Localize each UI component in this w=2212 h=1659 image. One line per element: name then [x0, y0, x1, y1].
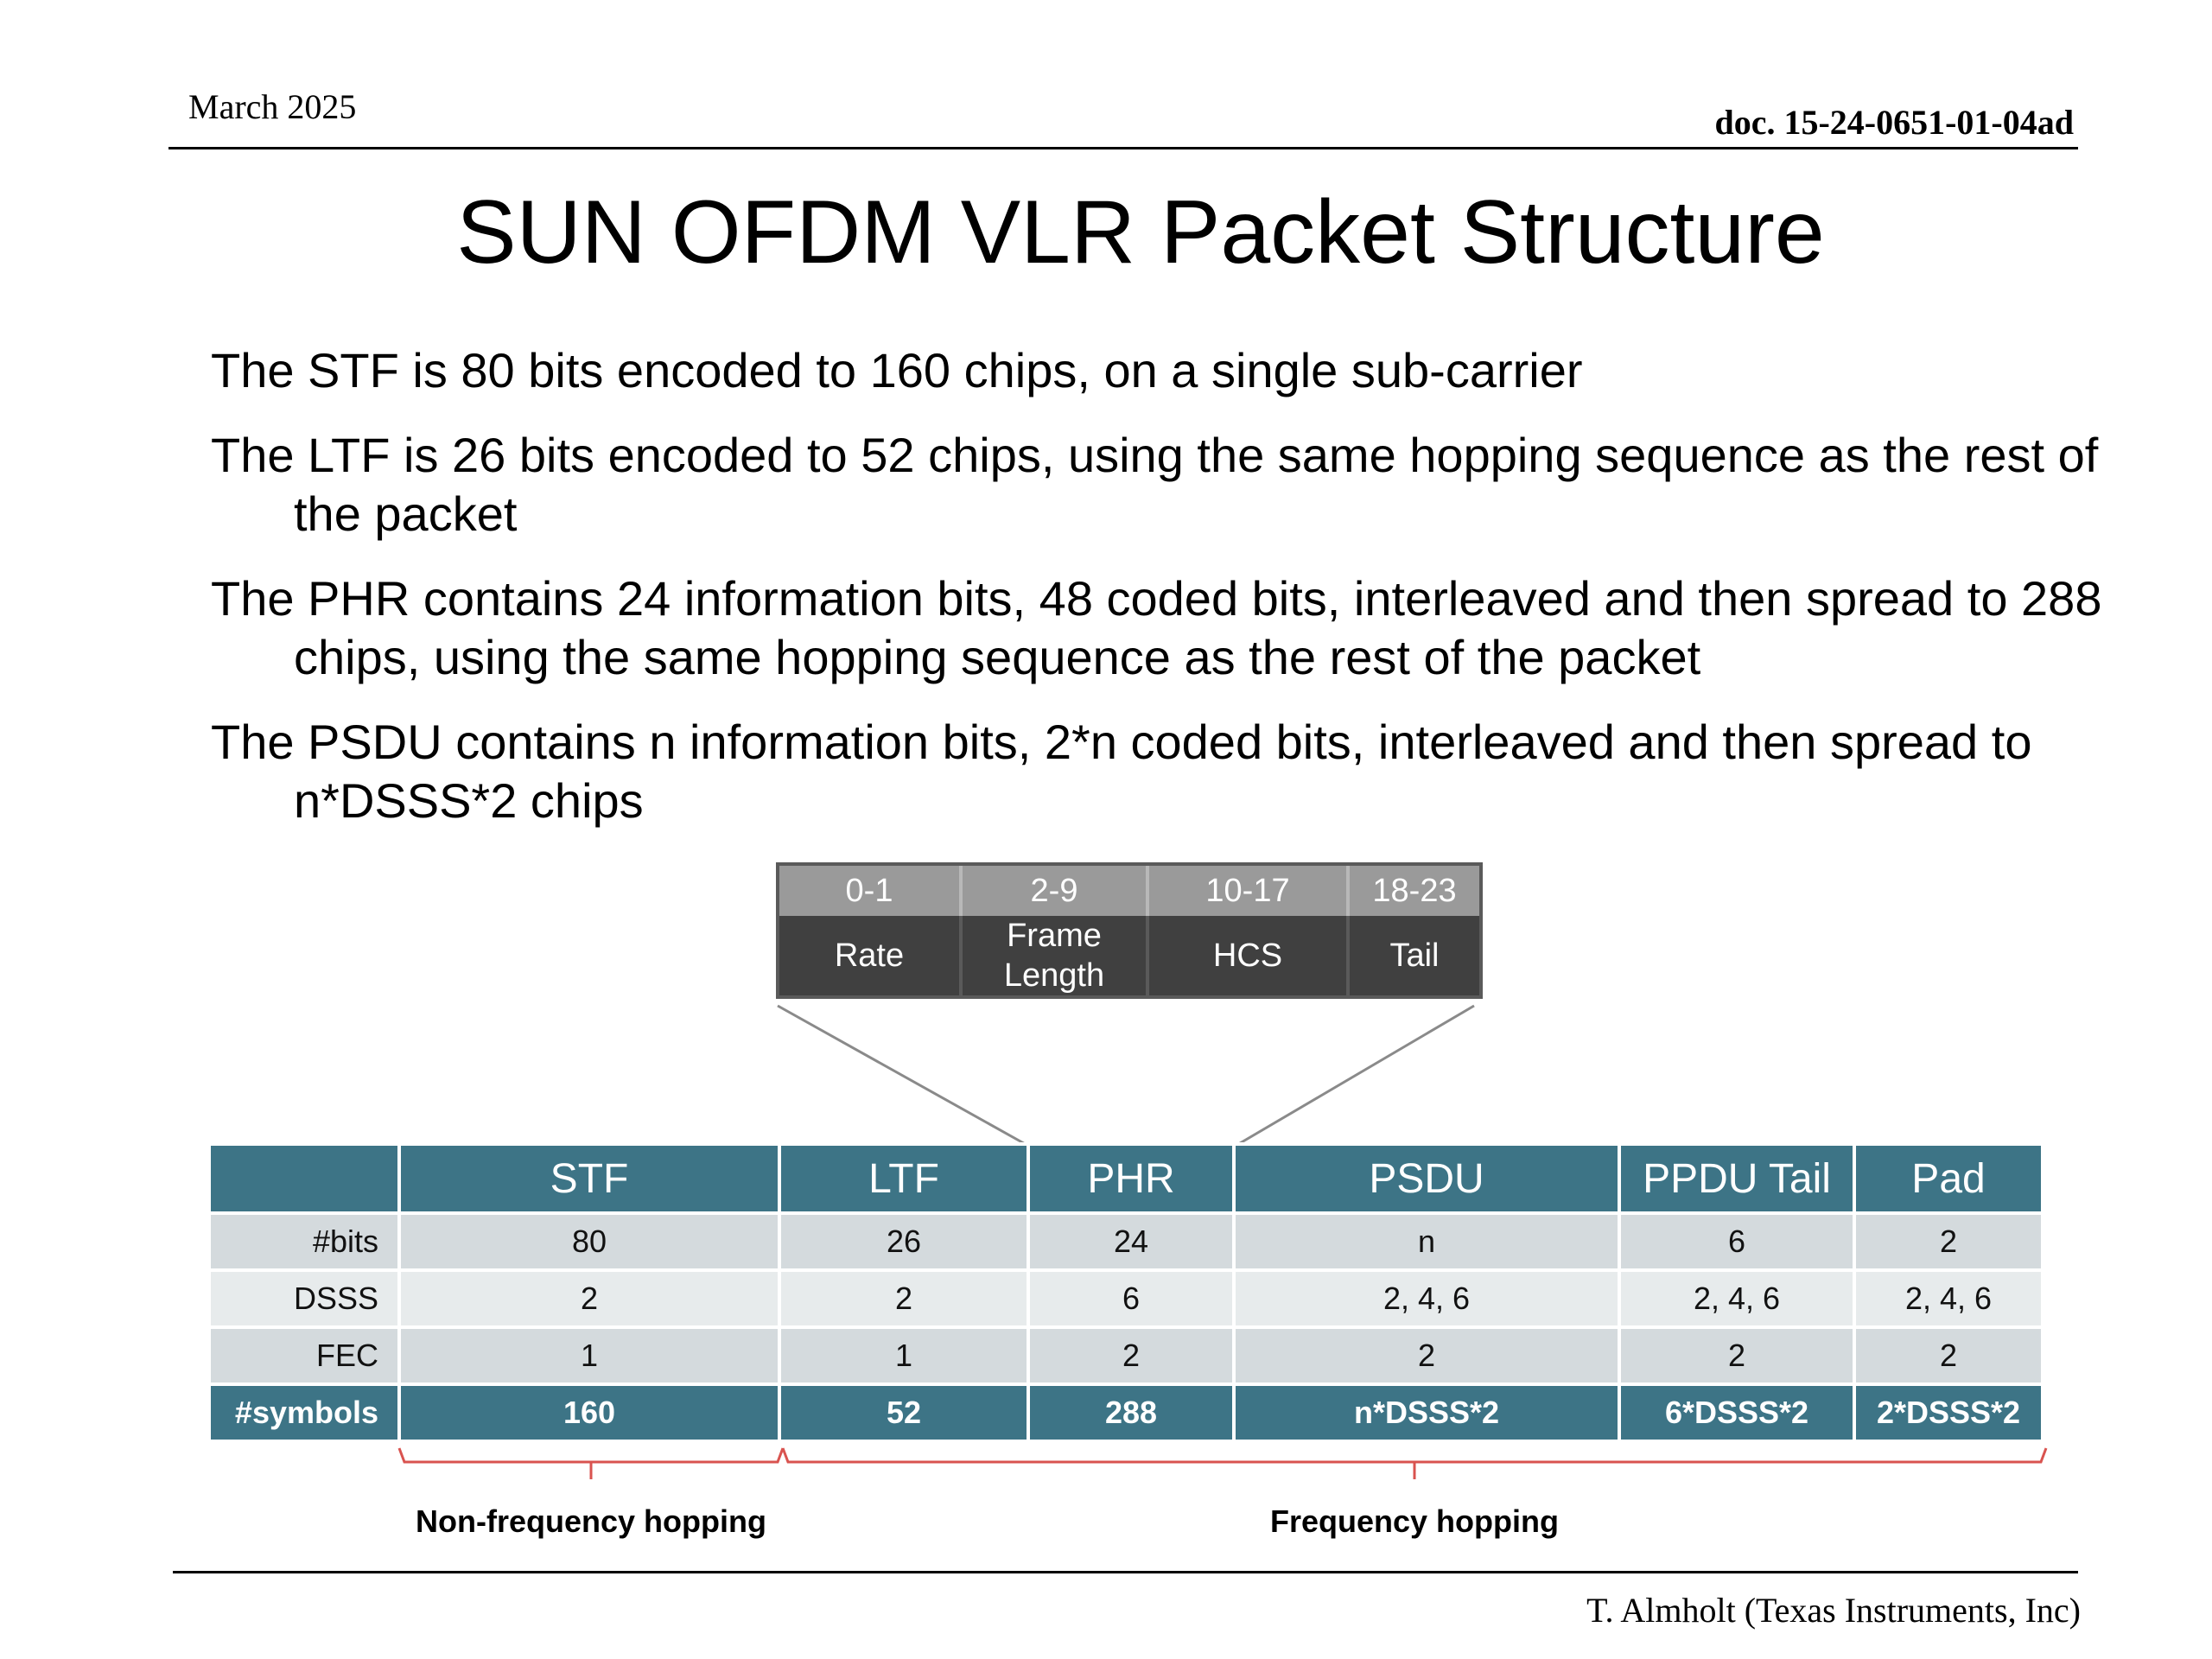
table-cell: 2	[1234, 1327, 1619, 1384]
header-ppdu-tail: PPDU Tail	[1619, 1144, 1854, 1213]
footer-author: T. Almholt (Texas Instruments, Inc)	[1586, 1591, 2081, 1630]
ppdu-table	[207, 1142, 2044, 1443]
bracket-non-frequency-hopping	[399, 1448, 783, 1479]
bullet-stf: The STF is 80 bits encoded to 160 chips, on a single sub-carrier	[211, 343, 1583, 397]
phr-field-frame-length-text: Frame Length	[1003, 918, 1105, 994]
table-cell: 2	[1854, 1213, 2043, 1270]
table-cell: 2	[399, 1270, 779, 1327]
phr-range-tail: 18-23	[1372, 872, 1457, 909]
table-cell: 1	[779, 1327, 1028, 1384]
connector-left-line	[778, 1006, 1028, 1146]
header-corner	[209, 1144, 399, 1213]
phr-range-hcs: 10-17	[1149, 866, 1350, 916]
table-cell: 80	[399, 1213, 779, 1270]
table-cell: n*DSSS*2	[1234, 1384, 1619, 1441]
table-row-dsss	[209, 1270, 2043, 1327]
row-label: #bits	[209, 1213, 399, 1270]
table-cell: 2, 4, 6	[1854, 1270, 2043, 1327]
phr-bit-ranges	[779, 866, 1479, 916]
table-cell: 6	[1619, 1213, 1854, 1270]
row-label: DSSS	[209, 1270, 399, 1327]
phr-field-rate: Rate	[779, 916, 963, 995]
footer-rule	[173, 1571, 2078, 1573]
table-cell: 288	[1028, 1384, 1234, 1441]
table-cell: 2, 4, 6	[1619, 1270, 1854, 1327]
phr-field-tail: Tail	[1389, 938, 1440, 974]
table-row-symbols	[209, 1384, 2043, 1441]
non-frequency-hopping-label: Non-frequency hopping	[416, 1503, 766, 1539]
connector-right-line	[1236, 1006, 1474, 1146]
header-rule	[168, 147, 2078, 149]
bullet-phr: The PHR contains 24 information bits, 48 coded bits, interleaved and then spread to 288 chips, using the same hopping sequence as the rest of the packet	[211, 571, 2102, 684]
table-cell: n	[1234, 1213, 1619, 1270]
table-row-bits	[209, 1213, 2043, 1270]
table-cell: 2	[1028, 1327, 1234, 1384]
header-pad: Pad	[1854, 1144, 2043, 1213]
bracket-frequency-hopping	[783, 1448, 2046, 1479]
table-cell: 2, 4, 6	[1234, 1270, 1619, 1327]
table-cell: 2*DSSS*2	[1854, 1384, 2043, 1441]
phr-range-rate: 0-1	[779, 866, 963, 916]
table-cell: 6	[1028, 1270, 1234, 1327]
bullet-ltf: The LTF is 26 bits encoded to 52 chips, using the same hopping sequence as the rest of the packet	[211, 428, 2099, 541]
table-cell: 52	[779, 1384, 1028, 1441]
header-date: March 2025	[188, 87, 357, 126]
table-cell: 24	[1028, 1213, 1234, 1270]
table-cell: 2	[779, 1270, 1028, 1327]
table-row-fec	[209, 1327, 2043, 1384]
table-cell: 2	[1619, 1327, 1854, 1384]
header-stf: STF	[399, 1144, 779, 1213]
phr-field-hcs: HCS	[1149, 916, 1350, 995]
phr-fields	[779, 916, 1479, 995]
row-label: #symbols	[209, 1384, 399, 1441]
frequency-hopping-label: Frequency hopping	[1269, 1503, 1559, 1539]
bullet-psdu: The PSDU contains n information bits, 2*n coded bits, interleaved and then spread to n*DSSS*2 chips	[211, 715, 2032, 828]
table-header-row	[209, 1144, 2043, 1213]
header-psdu: PSDU	[1234, 1144, 1619, 1213]
table-cell: 160	[399, 1384, 779, 1441]
phr-structure	[776, 862, 1483, 999]
header-doc-number: doc. 15-24-0651-01-04ad	[1714, 103, 2074, 142]
table-cell: 1	[399, 1327, 779, 1384]
table-cell: 6*DSSS*2	[1619, 1384, 1854, 1441]
table-cell: 26	[779, 1213, 1028, 1270]
slide-title: SUN OFDM VLR Packet Structure	[456, 182, 1825, 283]
table-cell: 2	[1854, 1327, 2043, 1384]
bullet-list	[211, 341, 2155, 856]
phr-field-frame-length	[963, 916, 1149, 995]
header-ltf: LTF	[779, 1144, 1028, 1213]
header-phr: PHR	[1028, 1144, 1234, 1213]
row-label: FEC	[209, 1327, 399, 1384]
phr-range-frame-length: 2-9	[963, 866, 1149, 916]
